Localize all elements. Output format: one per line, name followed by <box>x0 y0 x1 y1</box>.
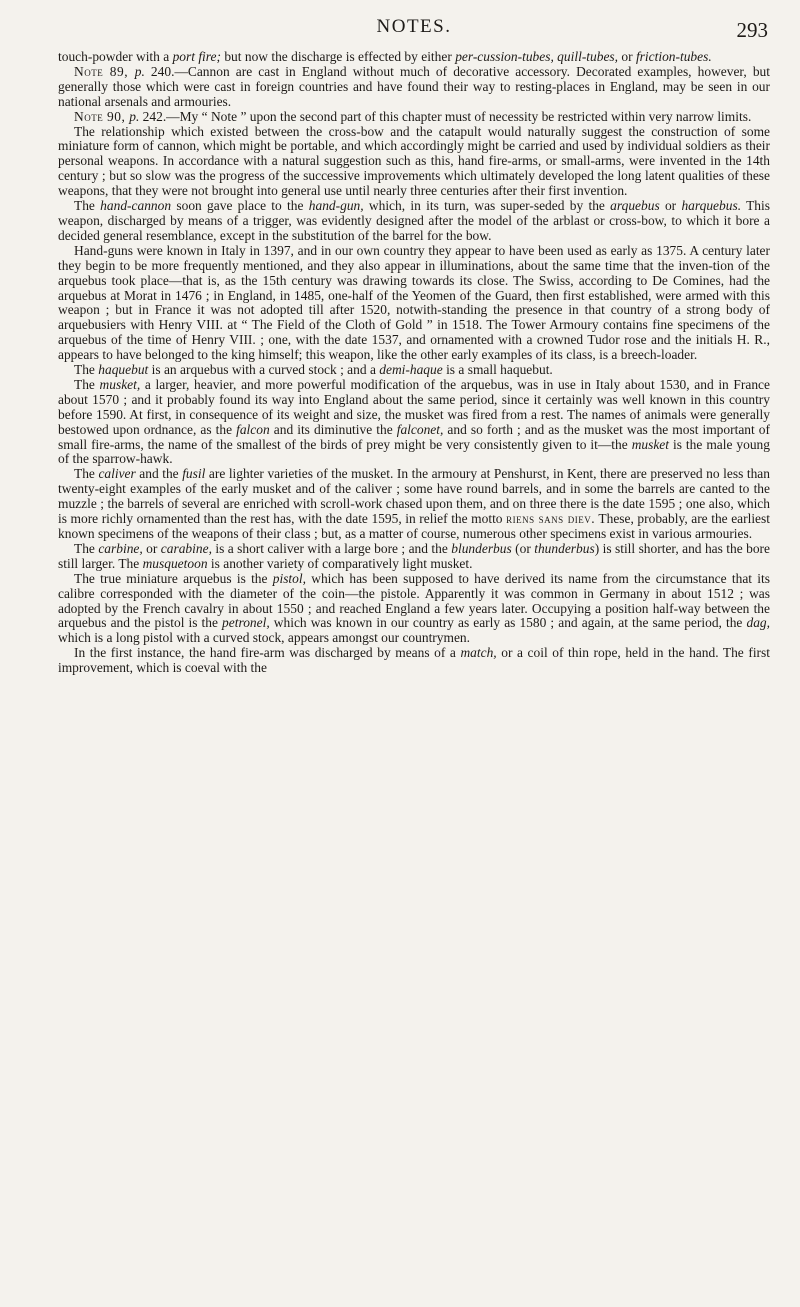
notes-body <box>58 50 770 676</box>
text-run: This weapon, discharged by means of a trigger, was evidently designed after the model of the arblast or cross-bow, to which it bore a decided general resemblance, except in the substitution of the barrel for the bow. <box>58 198 770 243</box>
text-run: 240.—Cannon are cast in England without much of decorative accessory. Decorated examples, however, but generally those which were cast in foreign countries and have found their way to resting-places in England, may be seen in our national arsenals and armouries. <box>58 63 771 109</box>
italic-term: petronel, <box>222 615 270 631</box>
italic-term: friction-tubes. <box>635 49 712 64</box>
text-run: or <box>142 540 161 556</box>
paragraph <box>58 244 770 363</box>
text-run: is a short caliver with a large bore ; and the <box>211 540 452 556</box>
italic-term: match, <box>460 645 497 661</box>
text-run: which was known in our country as early as 1580 ; and again, at the same period, the <box>269 615 747 631</box>
text-run: and the <box>135 466 183 482</box>
page-number: 293 <box>736 18 768 42</box>
paragraph <box>58 65 770 110</box>
paragraph <box>58 363 770 378</box>
text-run: which has been supposed to have derived its name from the circumstance that its calibre corresponded with the diameter of the coin—the pistole. Apparently it was common in Germany in about 1512 ; was adopted by the French cavalry in about 1550 ; and reached England a few years later. Occupying a position half-way between the arquebus and the pistol is the <box>58 570 770 631</box>
text-run: ) is still shorter, and has the bore still larger. The <box>58 540 770 571</box>
italic-term: carbine, <box>98 540 143 556</box>
paragraph <box>58 110 770 125</box>
italic-term: per-cussion-tubes, quill-tubes, <box>455 49 619 64</box>
text-run: a larger, heavier, and more powerful modification of the arquebus, was in use in Italy about 1530, and in France about 1570 ; and it probably found its way into England about the same period, since it certainly was well known in this country before 1590. At first, in consequence of its weight and size, the musket was fired from a rest. The names of animals were generally bestowed upon ordnance, as the <box>58 376 770 437</box>
paragraph <box>58 378 770 467</box>
running-head: NOTES. <box>376 16 452 37</box>
text-run: The <box>74 540 99 556</box>
italic-term: falcon <box>236 421 270 437</box>
text-run: touch-powder with a <box>58 49 173 64</box>
text-run: The <box>74 466 99 482</box>
small-caps-text: Note 90, <box>74 108 130 124</box>
text-run: or <box>659 198 682 214</box>
small-caps-text: riens sans diev. <box>506 511 596 527</box>
text-run: is another variety of comparatively light musket. <box>207 555 473 571</box>
italic-term: dag, <box>746 615 770 631</box>
paragraph <box>58 572 770 647</box>
text-run: which, in its turn, was super-seded by the <box>363 198 611 214</box>
italic-term: p. <box>134 63 145 79</box>
italic-term: musket <box>631 436 670 452</box>
italic-term: musquetoon <box>142 555 208 571</box>
text-run: or a coil of thin rope, held in the hand. The first improvement, which is coeval with the <box>58 645 770 676</box>
italic-term: fusil <box>182 466 206 482</box>
text-run: but now the discharge is effected by either <box>220 49 456 64</box>
book-page <box>58 12 770 676</box>
text-run: is the male young of the sparrow-hawk. <box>58 436 770 467</box>
text-run: which is a long pistol with a curved stock, appears amongst our countrymen. <box>58 630 470 646</box>
italic-term: demi-haque <box>379 362 443 378</box>
text-run: are lighter varieties of the musket. In the armoury at Penshurst, in Kent, there are preserved no less than twenty-eight examples of the early musket and of the caliver ; some have round barrels, and in some the barrels are canted to the muzzle ; the barrels of several are enriched with scroll-work chased upon them, and on three there is the date 1595 ; one also, which is more richly ornamented than the rest has, with the date 1595, in relief the motto <box>58 466 770 527</box>
text-run: soon gave place to the <box>171 198 309 214</box>
italic-term: pistol, <box>272 570 306 586</box>
text-run: The <box>74 376 100 392</box>
italic-term: falconet, <box>396 421 444 437</box>
italic-term: carabine, <box>160 540 212 556</box>
text-run: and its diminutive the <box>269 421 397 437</box>
paragraph <box>58 542 770 572</box>
text-run: is an arquebus with a curved stock ; and a <box>148 362 380 378</box>
italic-term: caliver <box>98 466 136 482</box>
italic-term: blunderbus <box>451 540 512 556</box>
text-run: The <box>74 362 99 378</box>
italic-term: hand-gun, <box>308 198 364 214</box>
page-header <box>58 12 770 50</box>
text-run: and so forth ; and as the musket was the most important of small fire-arms, the name of the smallest of the birds of prey might be very consistently given to it—the <box>58 421 770 452</box>
paragraph <box>58 467 770 542</box>
paragraph <box>58 646 770 676</box>
italic-term: harquebus. <box>681 198 742 214</box>
italic-term: thunderbus <box>534 540 595 556</box>
text-run: In the first instance, the hand fire-arm was discharged by means of a <box>74 645 461 661</box>
text-run: The <box>74 198 101 214</box>
text-run: These, probably, are the earliest known specimens of the weapons of their class ; but, as a matter of course, numerous other specimens exist in various armouries. <box>58 511 770 541</box>
text-run: 242.—My “ Note ” upon the second part of this chapter must of necessity be restricted within very narrow limits. <box>139 108 752 124</box>
text-run: The true miniature arquebus is the <box>74 570 273 586</box>
italic-term: musket, <box>99 376 141 392</box>
italic-term: arquebus <box>610 198 660 214</box>
italic-term: p. <box>129 108 140 124</box>
italic-term: port fire; <box>172 49 221 64</box>
paragraph <box>58 125 770 200</box>
text-run: (or <box>511 540 535 556</box>
text-run: Hand-guns were known in Italy in 1397, and in our own country they appear to have been used as early as 1375. A century later they begin to be more frequently mentioned, and they also appear in illuminations, about the same time that the inven-tion of the arquebus took place—that is, as the 15th century was drawing towards its close. The Swiss, according to De Comines, had the arquebus at Morat in 1476 ; in England, in 1485, one-half of the Yeomen of the Guard, then first established, were armed with this weapon ; but in France it was not adopted till after 1520, notwith-standing the presence in that country of a strong body of arquebusiers with Henry VIII. at “ The Field of the Cloth of Gold ” in 1518. The Tower Armoury contains fine specimens of the arquebus of the time of Henry VIII. ; one, with the date 1537, and ornamented with a crowned Tudor rose and the initials H. R., appears to have belonged to the king himself; this weapon, like the other early examples of its class, is a breech-loader. <box>58 242 770 363</box>
italic-term: haquebut <box>98 362 149 378</box>
text-run: is a small haquebut. <box>442 362 553 378</box>
paragraph <box>58 50 770 65</box>
small-caps-text: Note 89, <box>74 63 135 79</box>
text-run: The relationship which existed between the cross-bow and the catapult would naturally suggest the construction of some miniature form of cannon, which might be portable, and which accordingly might be carried and used by individual soldiers as their personal weapons. In accordance with a natural suggestion such as this, hand fire-arms, or small-arms, were invented in the 14th century ; but so slow was the progress of the successive improvements which ultimately developed the long latent qualities of these weapons, that they were not brought into general use until nearly three centuries after their first invention. <box>58 123 770 199</box>
text-run: or <box>618 49 636 64</box>
paragraph <box>58 199 770 244</box>
italic-term: hand-cannon <box>100 198 172 214</box>
